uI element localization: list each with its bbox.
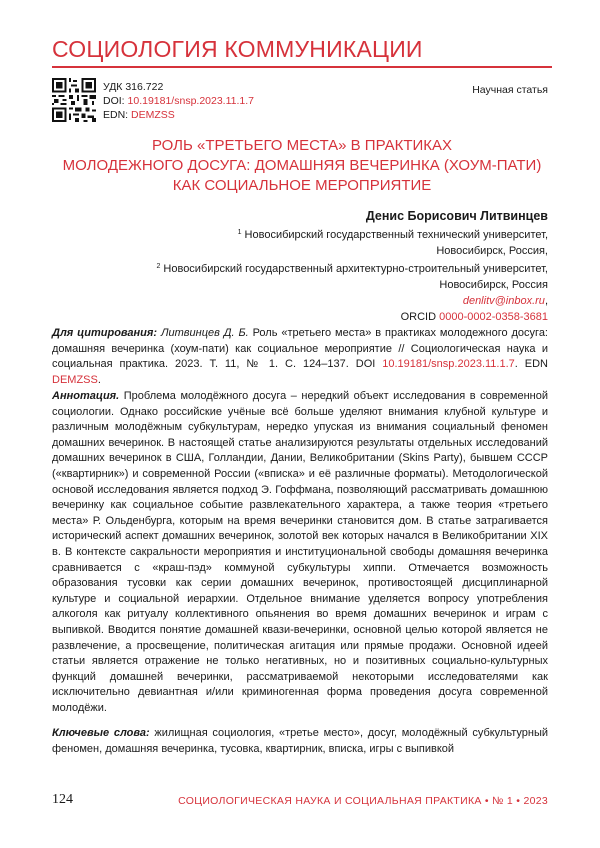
author-name: Денис Борисович Литвинцев: [365, 209, 548, 223]
affiliation-2: $^2$ Новосибирский государственный архитектурно-строительный университет,: [156, 263, 548, 275]
article-title: [52, 136, 552, 196]
udk-code: УДК 316.722: [103, 81, 164, 93]
affiliation-1: $^1$ Новосибирский государственный технический университет,: [237, 229, 548, 241]
citation-edn-link[interactable]: DEMZSS: [52, 373, 98, 386]
orcid-link[interactable]: 0000-0002-0358-3681: [439, 311, 548, 323]
author-block: [156, 207, 548, 325]
abstract-paragraph: [52, 389, 548, 716]
title-line: КАК СОЦИАЛЬНОЕ МЕРОПРИЯТИЕ: [172, 177, 432, 194]
article-metadata: [103, 80, 254, 122]
edn-line: EDN: DEMZSS: [103, 109, 175, 121]
doi-link[interactable]: 10.19181/snsp.2023.11.1.7: [127, 95, 255, 107]
citation-label: Для цитирования:: [52, 327, 158, 339]
orcid-line: ORCID 0000-0002-0358-3681: [400, 311, 548, 323]
title-line: РОЛЬ «ТРЕТЬЕГО МЕСТА» В ПРАКТИКАХ: [151, 137, 453, 154]
email-line: denlitv@inbox.ru,: [462, 295, 548, 307]
keywords-text: жилищная социология, «третье место», досуг, молодёжный субкультурный феномен, домашняя вечеринка, тусовка, квартирник, вписка, игры с выпивкой: [52, 727, 549, 755]
abstract-label: Аннотация.: [52, 390, 120, 402]
title-line: МОЛОДЕЖНОГО ДОСУГА: ДОМАШНЯЯ ВЕЧЕРИНКА (ХОУМ-ПАТИ): [62, 157, 542, 174]
author-email-link[interactable]: denlitv@inbox.ru: [462, 295, 545, 307]
keywords-label: Ключевые слова:: [52, 727, 150, 739]
affiliation-2-city: Новосибирск, Россия: [439, 279, 548, 291]
citation-doi-link[interactable]: 10.19181/snsp.2023.11.1.7: [382, 358, 515, 371]
abstract-text: Проблема молодёжного досуга – нередкий объект исследования в современной социологии. Однако российские учёные всё больше уделяют внимания клубной культуре и различным молодёжным субкультурам, нередко упуская из внимания социальный феномен домашних вечеринок. В настоящей статье анализируются результаты отдельных исследований домашних вечеринок в США, Голландии, Дании, Великобритании (Skins Party), бывшем СССР («квартирник») и современной России («вписка» и её различные форматы). Методологической основой исследования является подход Э. Гоффмана, позволяющий рассматривать домашнюю вечеринку как социальное событие развлекательного характера, а также теория «третьего места» Р. Ольденбурга, которым на время вечеринки становится дом. В статье затрагивается исторический аспект домашних вечеринок, золотой век которых начался в Великобритании XIX в. В контексте сакральности мероприятия и институциональной свободы домашняя вечеринка сравнивается с «краш-пэд» коммуной субкультуры хиппи. Отмечается возможность образования тусовки как серии домашних вечеринок, противостоящей дисциплинарной культуре и социальной иерархии. Отдельное внимание уделяется вопросу употребления алкоголя как ритуалу коллективного опьянения во время домашних вечеринок и играм с выпивкой. Вводится понятие домашней квази-вечеринки, основной целью которой является не развлечение, а просвещение, политическая агитация или прямые продажи. Основной идеей статьи является отражение не только негативных, но и позитивных социально-культурных функций домашней вечеринки, рассматриваемой некоторыми исследователями как исключительно девиантная и/или криминогенная форма проведения досуга современной молодёжи.: [52, 390, 548, 714]
section-divider: [52, 66, 552, 68]
keywords-paragraph: [52, 726, 548, 757]
citation-paragraph: Для цитирования: Литвинцев Д. Б. Роль «третьего места» в практиках молодежного досуга: домашняя вечеринка (хоум-пати) как социальное мероприятие // Социологическая наука и социальная практика. 2023. Т. 11, № 1. С. 124–137. DOI 10.19181/snsp.2023.11.1.7. EDN DEMZSS.: [52, 327, 548, 386]
citation-authors: Литвинцев Д. Б.: [160, 327, 249, 339]
qr-code-icon: [52, 78, 96, 122]
article-type: Научная статья: [472, 84, 548, 96]
section-heading: СОЦИОЛОГИЯ КОММУНИКАЦИИ: [52, 36, 423, 62]
edn-link[interactable]: DEMZSS: [131, 109, 175, 121]
page-number: 124: [52, 792, 73, 807]
affiliation-1-city: Новосибирск, Россия,: [436, 245, 548, 257]
citation-text: Роль «третьего места» в практиках молодежного досуга: домашняя вечеринка (хоум-пати) как социальное мероприятие // Социологическая наука и социальная практика. 2023. Т. 11, № 1. С. 124–137. DOI: [52, 327, 548, 371]
journal-footer: СОЦИОЛОГИЧЕСКАЯ НАУКА И СОЦИАЛЬНАЯ ПРАКТИКА • № 1 • 2023: [178, 795, 548, 807]
doi-line: DOI: 10.19181/snsp.2023.11.1.7: [103, 95, 255, 107]
